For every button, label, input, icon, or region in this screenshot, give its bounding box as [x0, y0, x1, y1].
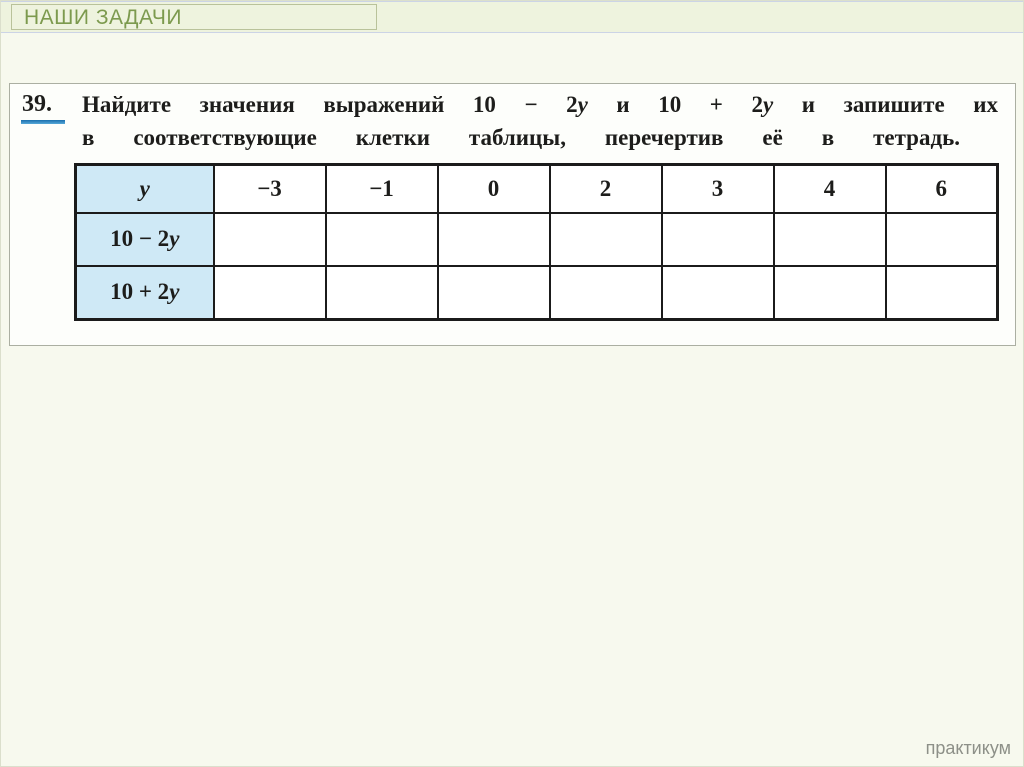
task-line-2: в соответствующие клетки таблицы, перечертив её в тетрадь. [82, 125, 960, 150]
empty-value-cell [326, 266, 438, 320]
text-segment: и запишите их [773, 92, 999, 117]
title-box [11, 4, 377, 30]
table-header-cell: 0 [438, 165, 550, 213]
empty-value-cell [662, 266, 774, 320]
values-table [74, 163, 999, 321]
task-line-1 [82, 88, 998, 121]
empty-value-cell [438, 213, 550, 266]
empty-value-cell [326, 213, 438, 266]
math-variable: y [169, 279, 180, 305]
task-text [82, 88, 998, 154]
math-variable: y [762, 92, 774, 117]
text-segment: 10 − 2 [110, 226, 170, 251]
empty-value-cell [662, 213, 774, 266]
empty-value-cell [438, 266, 550, 320]
table-header-cell: 3 [662, 165, 774, 213]
empty-value-cell [214, 266, 326, 320]
task-number-underline [21, 120, 65, 124]
row-label-cell [76, 266, 214, 320]
empty-value-cell [550, 266, 662, 320]
task-panel [9, 83, 1016, 346]
text-segment: и [587, 92, 659, 117]
table-header-cell: 4 [774, 165, 886, 213]
math-variable: y [577, 92, 588, 117]
table-header-cell: 6 [886, 165, 998, 213]
page-title: НАШИ ЗАДАЧИ [24, 5, 182, 29]
table-variable-header-cell: y [76, 165, 214, 213]
text-segment: 10 + 2 [658, 92, 763, 117]
empty-value-cell [214, 213, 326, 266]
empty-value-cell [550, 213, 662, 266]
table-header-cell: −1 [326, 165, 438, 213]
task-number: 39. [22, 91, 52, 117]
empty-value-cell [774, 266, 886, 320]
text-segment: 10 + 2 [110, 279, 170, 305]
footer-label: практикум [925, 738, 1011, 758]
title-band [1, 1, 1024, 33]
table-header-cell: −3 [214, 165, 326, 213]
text-segment: Найдите значения выражений [82, 92, 473, 117]
row-label-cell [76, 213, 214, 266]
empty-value-cell [886, 213, 998, 266]
table-header-cell: 2 [550, 165, 662, 213]
empty-value-cell [886, 266, 998, 320]
empty-value-cell [774, 213, 886, 266]
text-segment: 10 − 2 [472, 92, 578, 117]
math-variable: y [169, 226, 180, 251]
